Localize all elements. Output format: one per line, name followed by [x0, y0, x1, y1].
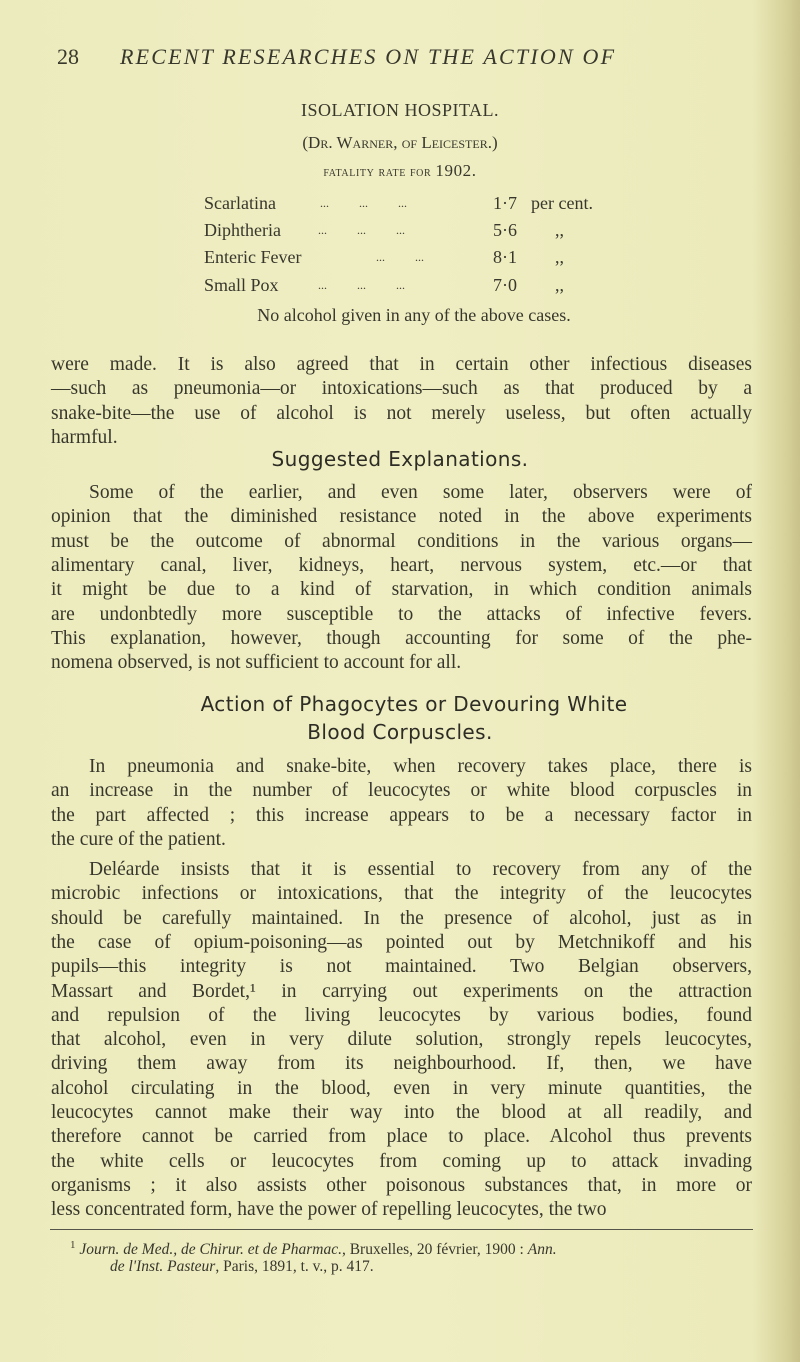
rate-unit: per cent.: [531, 193, 593, 213]
rate-unit: ,,: [555, 220, 564, 240]
paragraph-2-line: are undonbtedly more susceptible to the attacks of infective fevers.: [51, 603, 752, 625]
table-row: [0, 273, 800, 297]
footnote-marker: 1: [70, 1239, 76, 1251]
section-heading-suggested-explanations: Suggested Explanations.: [271, 447, 529, 471]
table-note: No alcohol given in any of the above cases.: [257, 305, 571, 325]
footnote-journal-2b: de l'Inst. Pasteur: [110, 1258, 216, 1275]
section-heading-phagocytes-line-2: Blood Corpuscles.: [307, 720, 493, 744]
paragraph-4-line: microbic infections or intoxications, that the integrity of the leucocytes: [51, 883, 752, 905]
paragraph-4-line: driving them away from its neighbourhood. If, then, we have: [51, 1053, 752, 1075]
table-row: [0, 191, 800, 215]
leader-dots: ... ... ...: [318, 278, 405, 292]
paragraph-3-line: In pneumonia and snake-bite, when recovery takes place, there is: [89, 756, 752, 777]
leader-dots: ... ... ...: [320, 196, 407, 210]
paragraph-4-line: leucocytes cannot make their way into the blood at all readily, and: [51, 1102, 752, 1123]
paragraph-2-line: opinion that the diminished resistance noted in the above experiments: [51, 506, 752, 528]
paragraph-1-line: snake-bite—the use of alcohol is not merely useless, but often actually: [51, 402, 752, 424]
footnote-text-2: , Paris, 1891, t. v., p. 417.: [215, 1258, 374, 1275]
disease-name: Enteric Fever: [204, 247, 302, 267]
paragraph-1-line: were made. It is also agreed that in certain other infectious diseases: [51, 354, 752, 375]
fatality-rate: 1·7: [493, 193, 517, 213]
paragraph-4-line: pupils—this integrity is not maintained. Two Belgian observers,: [51, 956, 752, 978]
fatality-rate: 8·1: [493, 247, 517, 267]
paragraph-2-line: This explanation, however, though accounting for some of the phe-: [51, 627, 752, 649]
disease-name: Diphtheria: [204, 220, 281, 240]
paragraph-4-line: Deléarde insists that it is essential to recovery from any of the: [89, 859, 752, 880]
paragraph-3-line: the part affected ; this increase appears to be a necessary factor in: [51, 804, 752, 826]
rate-unit: ,,: [555, 247, 564, 267]
footnote-journal-1: Journ. de Med., de Chirur. et de Pharmac.: [79, 1241, 342, 1259]
leader-dots: ... ...: [376, 250, 424, 264]
paragraph-4-line: therefore cannot be carried from place to place. Alcohol thus prevents: [51, 1126, 752, 1148]
disease-name: Small Pox: [204, 275, 279, 295]
paragraph-3-line: the cure of the patient.: [51, 828, 226, 850]
page-number: 28: [57, 44, 79, 69]
footnote-text-1: , Bruxelles, 20 février, 1900 :: [341, 1241, 528, 1259]
paragraph-4-line: less concentrated form, have the power of repelling leucocytes, the two: [51, 1199, 607, 1221]
leader-dots: ... ... ...: [318, 223, 405, 237]
table-title: ISOLATION HOSPITAL.: [300, 100, 500, 120]
paragraph-4-line: organisms ; it also assists other poisonous substances that, in more or: [51, 1174, 752, 1196]
paragraph-2-line: alimentary canal, liver, kidneys, heart, nervous system, etc.—or that: [51, 554, 752, 576]
table-caption: [0, 161, 800, 181]
table-row: [0, 245, 800, 269]
paragraph-2-line: it might be due to a kind of starvation, in which condition animals: [51, 579, 752, 601]
table-subtitle: (Dr. Warner, of Leicester.): [302, 133, 498, 152]
footnote-journal-2a: Ann.: [527, 1241, 557, 1259]
caption-prefix: fatality rate for: [323, 165, 432, 180]
caption-year: 1902.: [435, 161, 477, 180]
paragraph-4-line: alcohol circulating in the blood, even in very minute quantities, the: [51, 1077, 752, 1099]
paragraph-4-line: that alcohol, even in very dilute solution, strongly repels leucocytes,: [51, 1029, 752, 1051]
paragraph-4-line: Massart and Bordet,¹ in carrying out experiments on the attraction: [51, 980, 752, 1002]
running-title: RECENT RESEARCHES ON THE ACTION OF: [120, 44, 617, 69]
paragraph-1-line: —such as pneumonia—or intoxications—such as that produced by a: [51, 378, 752, 400]
paragraph-2-line: nomena observed, is not sufficient to account for all.: [51, 652, 462, 674]
paragraph-4-line: and repulsion of the living leucocytes by various bodies, found: [51, 1004, 752, 1026]
paragraph-2-line: must be the outcome of abnormal conditions in the various organs—: [51, 530, 752, 552]
paragraph-2-line: Some of the earlier, and even some later, observers were of: [89, 482, 752, 503]
fatality-rate: 5·6: [493, 220, 517, 240]
paragraph-4-line: the white cells or leucocytes from coming up to attack invading: [51, 1150, 752, 1172]
footnote-line-2: [110, 1256, 374, 1278]
paragraph-4-line: the case of opium-poisoning—as pointed out by Metchnikoff and his: [51, 931, 752, 953]
paragraph-4-line: should be carefully maintained. In the presence of alcohol, just as in: [51, 907, 752, 929]
paragraph-3-line: an increase in the number of leucocytes or white blood corpuscles in: [51, 780, 752, 802]
fatality-rate: 7·0: [493, 275, 517, 295]
disease-name: Scarlatina: [204, 193, 276, 213]
table-row: [0, 218, 800, 242]
paragraph-1-line: harmful.: [51, 426, 118, 448]
section-heading-phagocytes-line-1: Action of Phagocytes or Devouring White: [200, 692, 628, 716]
footnote-divider: [50, 1229, 753, 1230]
rate-unit: ,,: [555, 275, 564, 295]
